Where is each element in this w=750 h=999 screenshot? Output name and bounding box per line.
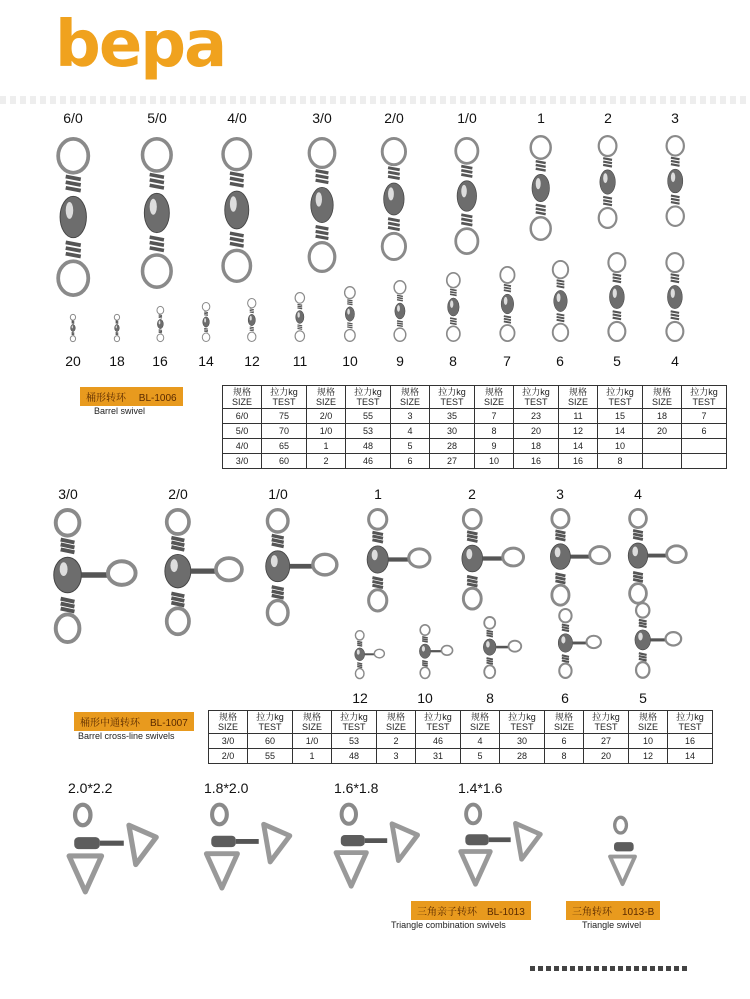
- table-row: [223, 424, 727, 439]
- barrel-tag: 桶形转环 BL-1006: [80, 387, 183, 406]
- table-cell: 12: [559, 424, 598, 439]
- table-cell: 75: [262, 409, 307, 424]
- table-cell: 1/0: [307, 424, 346, 439]
- table-cell: 18: [643, 409, 682, 424]
- table-header-test: 拉力kg TEST: [668, 711, 713, 734]
- table-cell: 3/0: [223, 454, 262, 469]
- triangle-single-en: Triangle swivel: [582, 920, 642, 930]
- table-cell: 48: [346, 439, 391, 454]
- table-cell: 4: [461, 734, 500, 749]
- barrel-swivel: [244, 298, 260, 342]
- table-header-test: 拉力kg TEST: [682, 386, 727, 409]
- table-cell: 16: [514, 454, 559, 469]
- table-header-size: 规格 SIZE: [643, 386, 682, 409]
- table-header-size: 规格 SIZE: [223, 386, 262, 409]
- table-cell: 30: [500, 734, 545, 749]
- table-cell: 28: [430, 439, 475, 454]
- barrel-swivel: [494, 266, 521, 342]
- cross-line-swivel: [413, 624, 453, 680]
- table-header-size: 规格 SIZE: [391, 386, 430, 409]
- table-cell: 70: [262, 424, 307, 439]
- cross-size-label: 3: [556, 486, 564, 502]
- barrel-swivel: [211, 137, 263, 283]
- table-header-test: 拉力kg TEST: [598, 386, 643, 409]
- table-header-size: 规格 SIZE: [293, 711, 332, 734]
- triangle-combo-swivel: [320, 803, 416, 891]
- table-cell: 30: [430, 424, 475, 439]
- triangle-size-label: 1.4*1.6: [458, 780, 503, 796]
- table-header-size: 规格 SIZE: [377, 711, 416, 734]
- table-row: [209, 749, 713, 764]
- triangle-size-label: 2.0*2.2: [68, 780, 113, 796]
- table-cell: 14: [668, 749, 713, 764]
- barrel-spec-table: [222, 385, 727, 469]
- cross-size-label: 2/0: [168, 486, 188, 502]
- table-cell: 65: [262, 439, 307, 454]
- table-cell: 10: [629, 734, 668, 749]
- cross-size-label: 8: [486, 690, 494, 706]
- barrel-size-label: 12: [244, 353, 260, 369]
- cross-table-wrap: [208, 710, 713, 764]
- table-row: [223, 409, 727, 424]
- cross-size-label: 2: [468, 486, 476, 502]
- table-cell: 4/0: [223, 439, 262, 454]
- table-cell: 5: [391, 439, 430, 454]
- triangle-size-label: 1.6*1.8: [334, 780, 379, 796]
- cross-line-swivel: [617, 508, 687, 606]
- table-cell: [643, 454, 682, 469]
- barrel-swivel: [522, 135, 559, 241]
- barrel-swivel: [591, 135, 624, 229]
- table-cell: 3/0: [209, 734, 248, 749]
- table-cell: 7: [475, 409, 514, 424]
- table-cell: 2/0: [307, 409, 346, 424]
- barrel-size-label: 6: [556, 353, 564, 369]
- barrel-size-label: 1: [537, 110, 545, 126]
- barrel-size-label: 10: [342, 353, 358, 369]
- triangle-swivel: [597, 816, 676, 888]
- cross-line-swivel: [476, 616, 522, 680]
- table-cell: 8: [475, 424, 514, 439]
- table-cell: 1/0: [293, 734, 332, 749]
- table-header-test: 拉力kg TEST: [416, 711, 461, 734]
- barrel-swivel: [389, 280, 411, 342]
- cross-size-label: 10: [417, 690, 433, 706]
- table-cell: 6: [682, 424, 727, 439]
- cross-tag: 桶形中通转环 BL-1007: [74, 712, 194, 731]
- table-cell: 10: [475, 454, 514, 469]
- table-cell: 23: [514, 409, 559, 424]
- barrel-size-label: 16: [152, 353, 168, 369]
- barrel-size-label: 6/0: [63, 110, 83, 126]
- table-cell: 8: [598, 454, 643, 469]
- table-cell: 16: [668, 734, 713, 749]
- cross-size-label: 3/0: [58, 486, 78, 502]
- barrel-size-label: 5/0: [147, 110, 167, 126]
- table-cell: 27: [430, 454, 475, 469]
- barrel-swivel: [372, 137, 416, 261]
- barrel-swivel: [659, 252, 691, 342]
- table-header-test: 拉力kg TEST: [430, 386, 475, 409]
- table-header-test: 拉力kg TEST: [584, 711, 629, 734]
- table-cell: 31: [416, 749, 461, 764]
- table-header-size: 规格 SIZE: [307, 386, 346, 409]
- table-cell: 16: [559, 454, 598, 469]
- barrel-size-label: 11: [292, 353, 308, 369]
- table-cell: 7: [682, 409, 727, 424]
- barrel-table-wrap: [222, 385, 727, 469]
- table-cell: 20: [584, 749, 629, 764]
- barrel-swivel: [291, 292, 309, 342]
- barrel-en: Barrel swivel: [94, 406, 146, 416]
- triangle-single-tag: 三角转环 1013-B: [566, 901, 660, 920]
- barrel-swivel: [45, 137, 101, 297]
- table-header-size: 规格 SIZE: [629, 711, 668, 734]
- cross-size-label: 4: [634, 486, 642, 502]
- table-cell: 5: [461, 749, 500, 764]
- table-cell: 2/0: [209, 749, 248, 764]
- table-cell: 60: [248, 734, 293, 749]
- table-cell: 10: [598, 439, 643, 454]
- table-cell: 48: [332, 749, 377, 764]
- table-cell: 55: [346, 409, 391, 424]
- cross-size-label: 6: [561, 690, 569, 706]
- table-header-test: 拉力kg TEST: [346, 386, 391, 409]
- barrel-swivel: [154, 306, 167, 342]
- barrel-swivel: [546, 260, 575, 342]
- barrel-swivel: [659, 135, 691, 227]
- cross-line-swivel: [150, 508, 243, 638]
- table-cell: 6: [391, 454, 430, 469]
- table-header-test: 拉力kg TEST: [514, 386, 559, 409]
- table-header-size: 规格 SIZE: [545, 711, 584, 734]
- barrel-size-label: 4: [671, 353, 679, 369]
- triangle-combo-swivel: [52, 803, 155, 897]
- table-header-test: 拉力kg TEST: [262, 386, 307, 409]
- table-cell: 2: [377, 734, 416, 749]
- barrel-size-label: 8: [449, 353, 457, 369]
- table-cell: 3: [391, 409, 430, 424]
- cross-en: Barrel cross-line swivels: [78, 731, 175, 741]
- barrel-size-label: 14: [198, 353, 214, 369]
- cross-line-swivel: [626, 602, 682, 680]
- table-cell: 11: [559, 409, 598, 424]
- cross-size-label: 1/0: [268, 486, 288, 502]
- table-cell: 14: [559, 439, 598, 454]
- table-header-test: 拉力kg TEST: [332, 711, 377, 734]
- table-header-row: [223, 386, 727, 409]
- table-cell: 6: [545, 734, 584, 749]
- table-cell: 53: [332, 734, 377, 749]
- table-cell: 6/0: [223, 409, 262, 424]
- cross-line-swivel: [550, 608, 601, 680]
- barrel-swivel: [601, 252, 633, 342]
- barrel-size-label: 3/0: [312, 110, 332, 126]
- table-cell: 12: [629, 749, 668, 764]
- cross-line-swivel: [38, 508, 137, 646]
- triangle-combo-swivel: [190, 803, 288, 893]
- table-cell: 9: [475, 439, 514, 454]
- table-row: [209, 734, 713, 749]
- barrel-swivel: [112, 314, 122, 342]
- table-cell: 53: [346, 424, 391, 439]
- barrel-swivel: [340, 286, 360, 342]
- table-cell: 18: [514, 439, 559, 454]
- table-cell: 14: [598, 424, 643, 439]
- cross-line-swivel: [252, 508, 338, 628]
- table-cell: 1: [307, 439, 346, 454]
- cross-line-swivel: [355, 508, 431, 614]
- barrel-swivel: [298, 137, 346, 273]
- table-cell: 46: [416, 734, 461, 749]
- triangle-size-label: 1.8*2.0: [204, 780, 249, 796]
- barrel-size-label: 3: [671, 110, 679, 126]
- table-row: [223, 454, 727, 469]
- header-dots: [0, 96, 750, 104]
- table-cell: 60: [262, 454, 307, 469]
- barrel-swivel: [441, 272, 466, 342]
- table-header-test: 拉力kg TEST: [248, 711, 293, 734]
- table-cell: 2: [307, 454, 346, 469]
- barrel-size-label: 2/0: [384, 110, 404, 126]
- triangle-combo-tag: 三角亲子转环 BL-1013: [411, 901, 531, 920]
- table-cell: 28: [500, 749, 545, 764]
- triangle-combo-swivel: [445, 803, 539, 889]
- table-cell: 3: [377, 749, 416, 764]
- table-header-size: 规格 SIZE: [461, 711, 500, 734]
- barrel-size-label: 9: [396, 353, 404, 369]
- table-cell: [682, 439, 727, 454]
- triangle-combo-en: Triangle combination swivels: [391, 920, 506, 930]
- table-cell: [643, 439, 682, 454]
- barrel-size-label: 2: [604, 110, 612, 126]
- cross-size-label: 5: [639, 690, 647, 706]
- cross-size-label: 12: [352, 690, 368, 706]
- table-header-test: 拉力kg TEST: [500, 711, 545, 734]
- barrel-size-label: 1/0: [457, 110, 477, 126]
- table-cell: 4: [391, 424, 430, 439]
- table-header-row: [209, 711, 713, 734]
- brand-logo: bepa: [55, 8, 226, 82]
- table-header-size: 规格 SIZE: [475, 386, 514, 409]
- table-cell: 1: [293, 749, 332, 764]
- table-cell: 35: [430, 409, 475, 424]
- table-cell: 46: [346, 454, 391, 469]
- barrel-size-label: 4/0: [227, 110, 247, 126]
- table-cell: 55: [248, 749, 293, 764]
- table-cell: 15: [598, 409, 643, 424]
- barrel-swivel: [199, 302, 213, 342]
- barrel-size-label: 18: [109, 353, 125, 369]
- barrel-size-label: 7: [503, 353, 511, 369]
- barrel-swivel: [130, 137, 184, 289]
- table-cell: 27: [584, 734, 629, 749]
- table-cell: 5/0: [223, 424, 262, 439]
- table-cell: 8: [545, 749, 584, 764]
- cross-line-swivel: [450, 508, 524, 612]
- barrel-size-label: 20: [65, 353, 81, 369]
- table-cell: [682, 454, 727, 469]
- table-row: [223, 439, 727, 454]
- barrel-swivel: [446, 137, 488, 255]
- footer-dots: [530, 966, 690, 971]
- table-header-size: 规格 SIZE: [209, 711, 248, 734]
- barrel-swivel: [68, 314, 78, 342]
- barrel-size-label: 5: [613, 353, 621, 369]
- table-cell: 20: [643, 424, 682, 439]
- cross-line-swivel: [539, 508, 610, 608]
- table-header-size: 规格 SIZE: [559, 386, 598, 409]
- cross-size-label: 1: [374, 486, 382, 502]
- cross-line-swivel: [349, 630, 385, 680]
- table-cell: 20: [514, 424, 559, 439]
- cross-spec-table: [208, 710, 713, 764]
